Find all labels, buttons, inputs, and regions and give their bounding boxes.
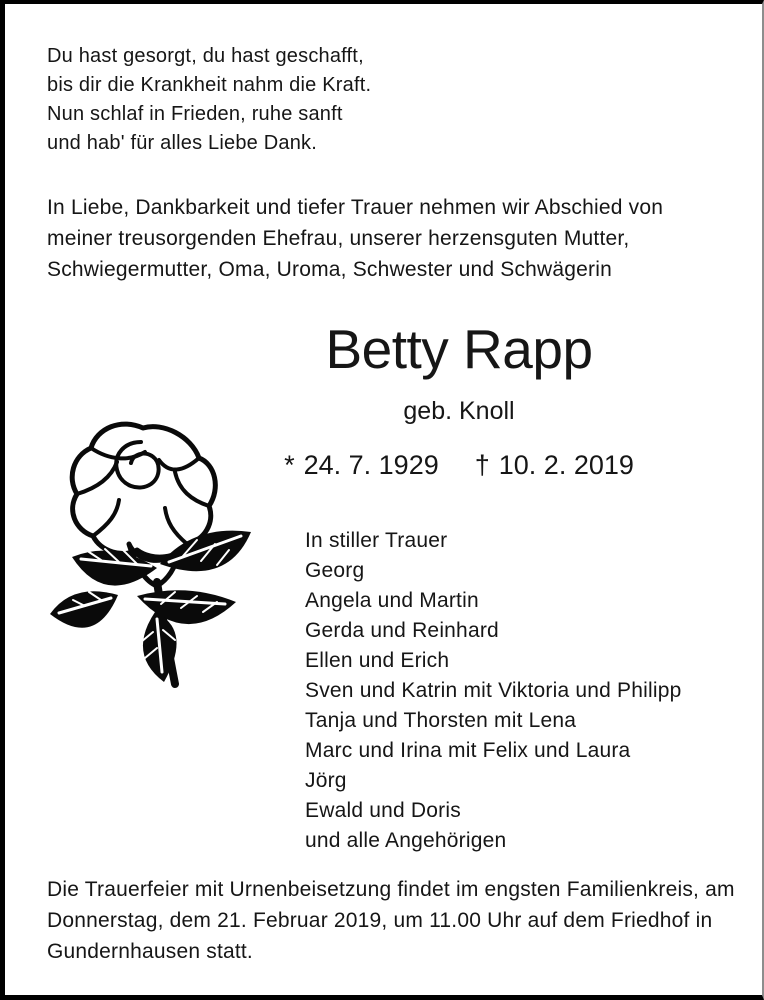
intro-line: meiner treusorgenden Ehefrau, unserer herzensguten Mutter, (47, 227, 630, 250)
poem-line: Nun schlaf in Frieden, ruhe sanft (47, 103, 343, 125)
mourner-line: Gerda und Reinhard (305, 619, 499, 642)
intro-line: Schwiegermutter, Oma, Uroma, Schwester und Schwägerin (47, 258, 612, 281)
funeral-line: Gundernhausen statt. (47, 940, 253, 963)
death-date (475, 448, 634, 482)
intro-line: In Liebe, Dankbarkeit und tiefer Trauer nehmen wir Abschied von (47, 196, 664, 219)
mourner-line: Sven und Katrin mit Viktoria und Philipp (305, 679, 682, 702)
death-cross-symbol: † (474, 450, 490, 480)
funeral-information (47, 874, 735, 967)
poem-line: bis dir die Krankheit nahm die Kraft. (47, 74, 372, 96)
deceased-name: Betty Rapp (325, 318, 593, 380)
mourner-line: Angela und Martin (305, 589, 479, 612)
farewell-paragraph (47, 192, 663, 285)
mourner-line: Ewald und Doris (305, 799, 461, 822)
birth-date (284, 448, 439, 482)
mourner-line: Georg (305, 559, 365, 582)
poem-line: und hab' für alles Liebe Dank. (47, 132, 317, 154)
funeral-line: Die Trauerfeier mit Urnenbeisetzung findet im engsten Familienkreis, am (47, 878, 735, 901)
maiden-name: geb. Knoll (403, 397, 515, 425)
memorial-poem (47, 42, 371, 158)
mourners-list (305, 526, 681, 856)
funeral-line: Donnerstag, dem 21. Februar 2019, um 11.00 Uhr auf dem Friedhof in (47, 909, 713, 932)
poem-line: Du hast gesorgt, du hast geschafft, (47, 45, 364, 67)
death-date-value: 10. 2. 2019 (498, 450, 634, 480)
rose-illustration (45, 416, 255, 692)
rose-icon (45, 416, 255, 692)
birth-star-symbol: * (284, 450, 295, 480)
birth-date-value: 24. 7. 1929 (303, 450, 439, 480)
mourner-line: Jörg (305, 769, 347, 792)
mourner-line: Tanja und Thorsten mit Lena (305, 709, 577, 732)
mourners-heading: In stiller Trauer (305, 529, 448, 552)
mourner-line: und alle Angehörigen (305, 829, 507, 852)
mourner-line: Ellen und Erich (305, 649, 450, 672)
mourner-line: Marc und Irina mit Felix und Laura (305, 739, 631, 762)
